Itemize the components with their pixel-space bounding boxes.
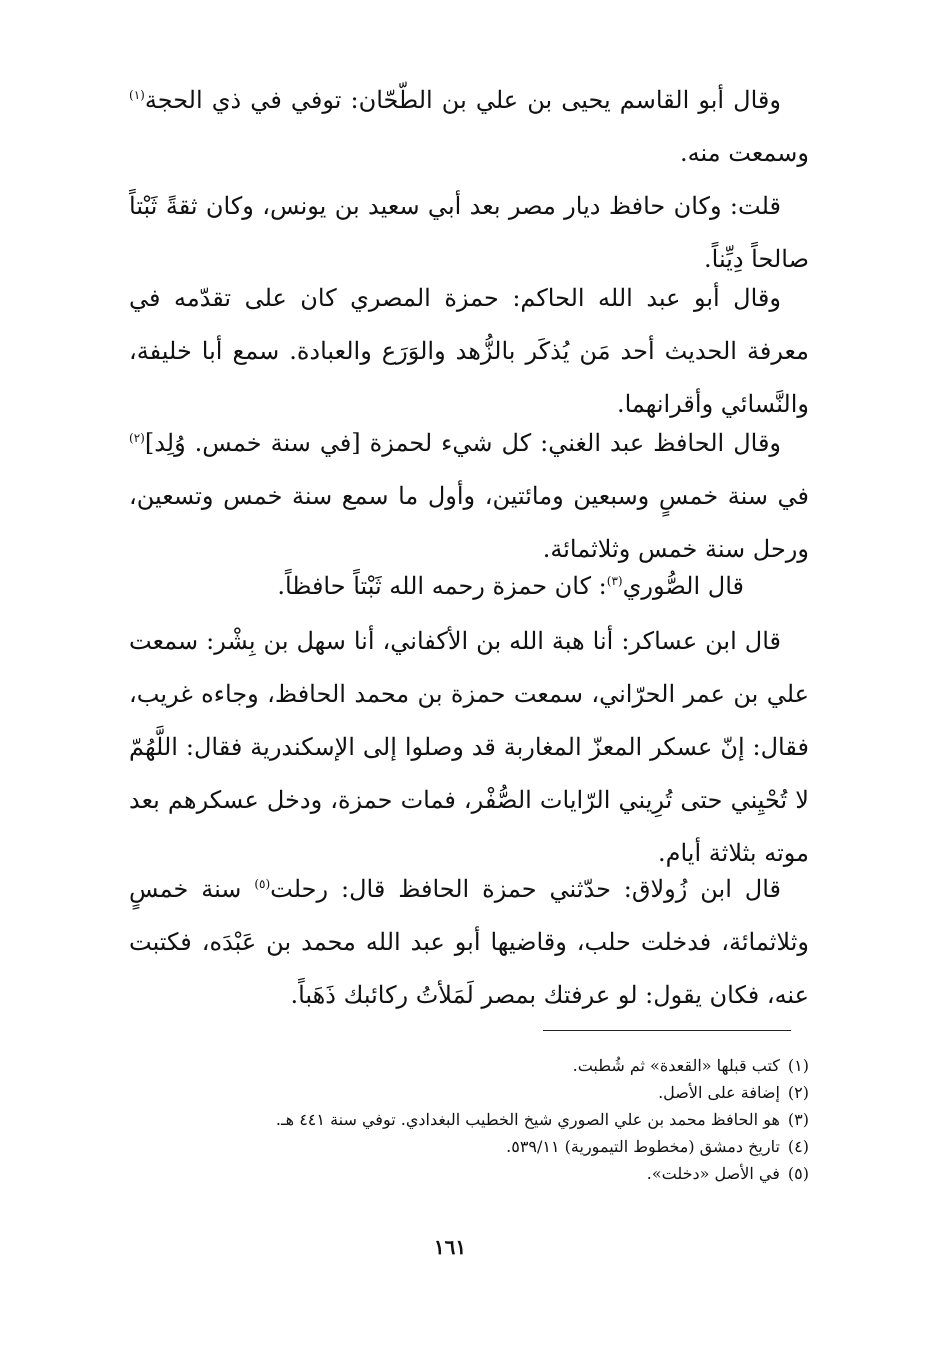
paragraph-text: قال ابن عساكر: أنا هبة الله بن الأكفاني، أنا سهل بن بِشْر: سمعت علي بن عمر الحرّاني، سمعت حمزة بن محمد الحافظ، وجاءه غريب، فقال: إنّ عسكر المعزّ المغاربة قد وصلوا إلى الإسكندرية فقال: اللَّهُمّ لا تُحْيِني حتى تُرِيني الرّايات الصُّفْر، فمات حمزة، ودخل عسكرهم بعد موته بثلاثة أيام. [129,627,809,867]
footnotes-section [129,1052,809,1187]
footnote-number: (٣) [787,1110,809,1129]
paragraph-text: قال ابن زُولاق: حدّثني حمزة الحافظ قال: رحلت [270,875,781,903]
footnote-number: (١) [787,1056,809,1075]
footnote-text: تاريخ دمشق (مخطوط التيمورية) ٥٣٩/١١. [506,1137,780,1156]
footnote-text: هو الحافظ محمد بن علي الصوري شيخ الخطيب البغدادي. توفي سنة ٤٤١ هـ. [275,1110,780,1129]
paragraph-qultu [129,180,809,286]
paragraph-text: سنة خمسٍ وثلاثمائة، فدخلت حلب، وقاضيها أبو عبد الله محمد بن عَبْدَه، فكتبت عنه، فكان يقول: لو عرفتك بمصر لَمَلأتُ ركائبك ذَهَباً. [129,875,809,1009]
footnote-1 [129,1052,809,1079]
paragraph-ibn-tahhan [129,74,809,180]
paragraph-text: وقال أبو عبد الله الحاكم: حمزة المصري كان على تقدّمه في معرفة الحديث أحد مَن يُذكَر بالزُّهد والوَرَع والعبادة. سمع أبا خليفة، والنَّسائي وأقرانهما. [129,284,809,418]
footnote-text: كتب قبلها «القعدة» ثم شُطبت. [572,1056,780,1075]
page-number: ١٦١ [433,1235,467,1259]
paragraph-hakim [129,272,809,431]
footnote-separator [543,1030,791,1031]
paragraph-text: وسمعت منه. [680,139,809,167]
footnote-number: (٢) [787,1083,809,1102]
footnote-ref-3: (٣) [606,574,623,588]
footnote-3 [129,1106,809,1133]
footnote-5 [129,1160,809,1187]
paragraph-abd-al-ghani [129,417,809,576]
paragraph-text: قال الصُّوري [622,572,744,600]
footnote-ref-2: (٢) [129,431,145,445]
paragraph-ibn-zulaq [129,863,809,1022]
footnote-ref-5: (٥) [254,877,271,891]
paragraph-ibn-asakir [129,615,809,880]
paragraph-text: وقال أبو القاسم يحيى بن علي بن الطّحّان: توفي في ذي الحجة [144,86,781,114]
paragraph-text: وقال الحافظ عبد الغني: كل شيء لحمزة [في سنة خمس. وُلِد] [144,429,781,457]
paragraph-text: قلت: وكان حافظ ديار مصر بعد أبي سعيد بن يونس، وكان ثقةً ثَبْتاً صالحاً دِيِّناً. [129,192,809,273]
footnote-4 [129,1133,809,1160]
footnote-text: إضافة على الأصل. [658,1083,780,1102]
paragraph-suri [64,560,744,613]
paragraph-text: في سنة خمسٍ وسبعين ومائتين، وأول ما سمع سنة خمس وتسعين، ورحل سنة خمس وثلاثمائة. [129,482,809,563]
paragraph-text: : كان حمزة رحمه الله ثَبْتاً حافظاً. [277,572,607,600]
footnote-ref-1: (١) [129,88,145,102]
footnote-text: في الأصل «دخلت». [646,1164,780,1183]
footnote-2 [129,1079,809,1106]
footnote-number: (٤) [787,1137,809,1156]
footnote-number: (٥) [787,1164,809,1183]
